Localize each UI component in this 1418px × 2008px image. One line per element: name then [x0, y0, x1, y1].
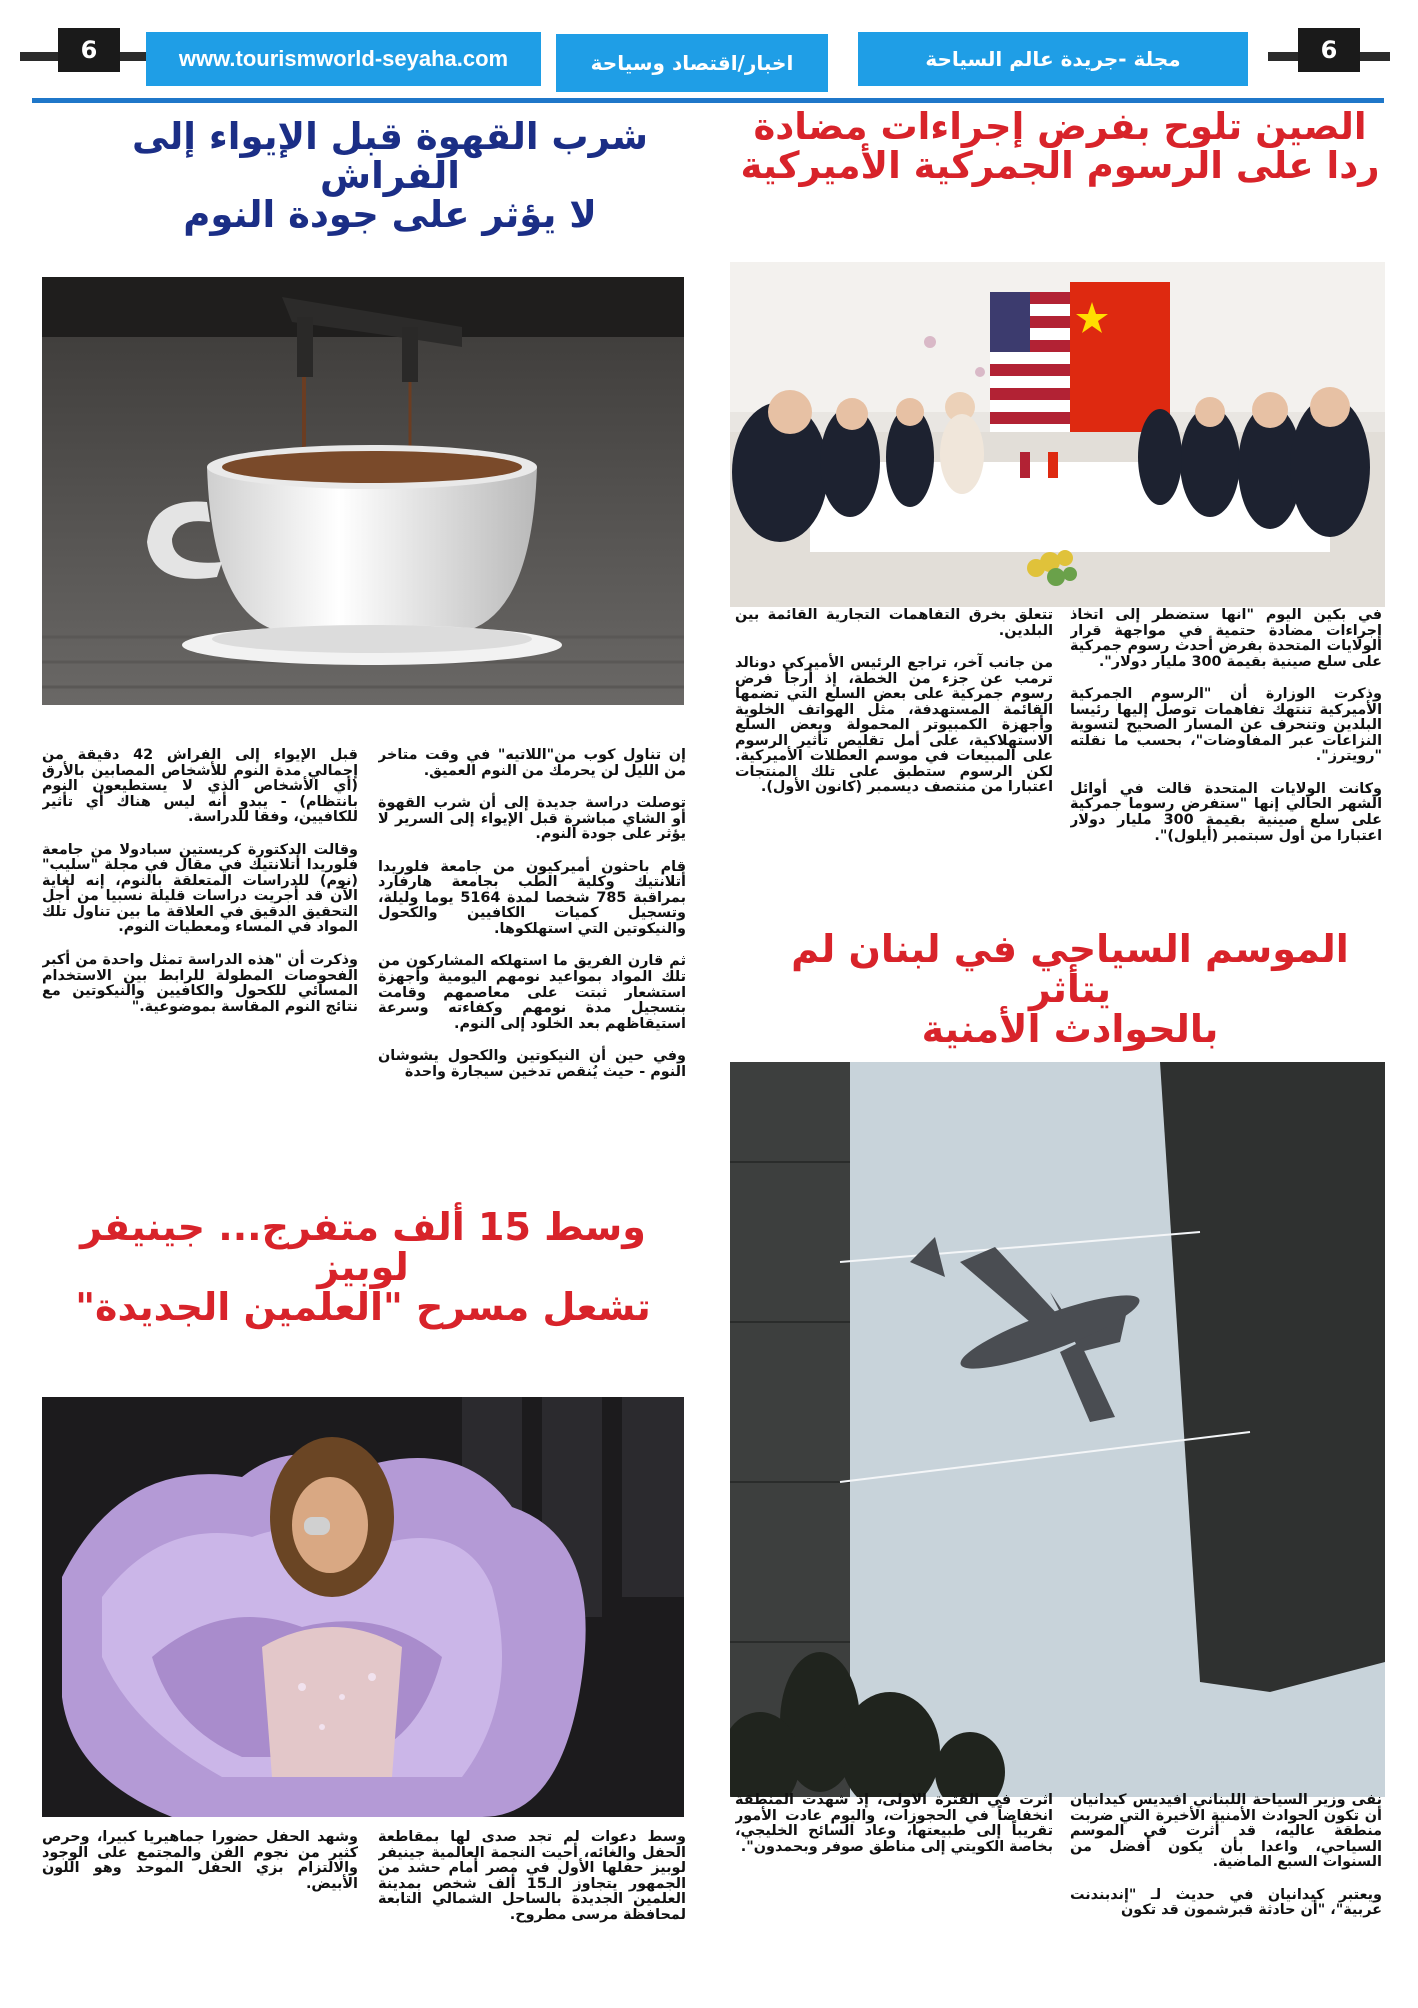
- header-divider: [32, 98, 1384, 103]
- paragraph: أثرت في الفترة الأولى، إذ شهدت المنطقة انخفاضاً في الحجوزات، واليوم عادت الأمور تقريباً إلى طبيعتها، وعاد السائح الخليجي، بخاصة الكويتي إلى مناطق صوفر وبحمدون".: [735, 1793, 1053, 1855]
- jlo-headline-line1: وسط 15 ألف متفرج... جينيفر لوبيز: [80, 1205, 646, 1289]
- coffee-headline-line2: لا يؤثر على جودة النوم: [183, 192, 597, 236]
- lebanon-headline-line2: بالحوادث الأمنية: [921, 1006, 1219, 1051]
- paragraph: في بكين اليوم "أنها ستضطر إلى اتخاذ إجراءات مضادة حتمية في مواجهة قرار الولايات المتحدة بفرض أحدث رسوم جمركية على سلع صينية بقيمة 300 مليار دولار".: [1070, 608, 1382, 670]
- page-number-left: 6: [58, 28, 120, 72]
- paragraph: وكانت الولايات المتحدة قالت في أوائل الشهر الحالي إنها "ستفرض رسوما جمركية على سلع صينية بقيمة 300 مليار دولار اعتبارا من أول سبتمبر (أيلول)".: [1070, 780, 1382, 844]
- jlo-headline: [42, 1205, 684, 1329]
- coffee-left-column: [42, 748, 358, 1168]
- coffee-headline: [80, 115, 700, 236]
- jennifer-lopez-concert-photo: [42, 1397, 684, 1817]
- section-label: اخبار/اقتصاد وسياحة: [556, 34, 828, 92]
- china-headline-line1: الصين تلوح بفرض إجراءات مضادة: [753, 105, 1367, 148]
- coffee-cup-photo: [42, 277, 684, 705]
- jlo-right-column: [378, 1830, 686, 2000]
- plane-between-buildings-photo: [730, 1062, 1385, 1797]
- lebanon-left-column: [735, 1793, 1053, 1913]
- publication-name: مجلة -جريدة عالم السياحة: [858, 32, 1248, 86]
- china-left-column: [735, 608, 1053, 888]
- jlo-headline-line2: تشعل مسرح "العلمين الجديدة": [75, 1284, 651, 1329]
- paragraph: ويعتبر كيدانيان في حديث لـ "إندبندنت عربية"، "أن حادثة قبرشمون قد تكون: [1070, 1886, 1382, 1919]
- china-right-column: [1070, 608, 1382, 922]
- paragraph: من جانب آخر، تراجع الرئيس الأميركي دونالد ترمب عن جزء من الخطة، إذ أرجأ فرض رسوم جمركية على بعض السلع التي تضمها القائمة المستهدفة، مثل الهواتف الخلوية وأجهزة الكمبيوتر المحمولة وبعض السلع الاستهلاكية، على أمل تقليص تأثير الرسوم على المبيعات في موسم العطلات الأميركية. لكن الرسوم ستطبق على تلك المنتجات اعتبارا من منتصف ديسمبر (كانون الأول).: [735, 655, 1053, 796]
- paragraph: تتعلق بخرق التفاهمات التجارية القائمة بين البلدين.: [735, 608, 1053, 639]
- china-headline-line2: ردا على الرسوم الجمركية الأميركية: [740, 143, 1380, 187]
- paragraph: وشهد الحفل حضورا جماهيريا كبيرا، وحرص كثير من نجوم الفن والمجتمع على الوجود والالتزام بزي الحفل الموحد وهو اللون الأبيض.: [42, 1830, 358, 1892]
- lebanon-headline: [780, 927, 1360, 1051]
- paragraph: ثم قارن الفريق ما استهلكه المشاركون من تلك المواد بمواعيد نومهم اليومية وأجهزة استشعار ثبتت على معاصمهم وقامت بتسجيل مدة نومهم وكفاءته وسرعة استيقاظهم بعد الخلود إلى النوم.: [378, 953, 686, 1032]
- coffee-headline-line1: شرب القهوة قبل الإيواء إلى الفراش: [131, 115, 649, 197]
- paragraph: وذكرت أن "هذه الدراسة تمثل واحدة من أكبر الفحوصات المطولة للرابط بين الاستخدام المسائي للكحول والكافيين والنيكوتين مع نتائج النوم المقاسة بموضوعية.": [42, 952, 358, 1015]
- website-url[interactable]: www.tourismworld-seyaha.com: [146, 32, 541, 86]
- paragraph: وسط دعوات لم تجد صدى لها بمقاطعة الحفل والغائه، أحيت النجمة العالمية جينيفر لوبيز حفلها الأول في مصر أمام حشد من الجمهور يتجاوز الـ15 ألف شخص بمدينة العلمين الجديدة بالساحل الشمالي التابعة لمحافظة مرسى مطروح.: [378, 1830, 686, 1923]
- paragraph: توصلت دراسة جديدة إلى أن شرب القهوة أو الشاي مباشرة قبل الإيواء إلى السرير لا يؤثر على جودة النوم.: [378, 795, 686, 843]
- paragraph: قبل الإيواء إلى الفراش 42 دقيقة من إجمالي مدة النوم للأشخاص المصابين بالأرق (أي الأشخاص الذي لا يستطيعون النوم بانتظام) - يبدو أنه ليس هناك أي تأثير للكافيين، وفقا للدراسة.: [42, 748, 358, 826]
- paragraph: وفي حين أن النيكوتين والكحول يشوشان النوم - حيث يُنقص تدخين سيجارة واحدة: [378, 1048, 686, 1080]
- paragraph: إن تناول كوب من"اللاتيه" في وقت متأخر من الليل لن يحرمك من النوم العميق.: [378, 748, 686, 779]
- china-us-meeting-photo: [730, 262, 1385, 607]
- paragraph: نفى وزير السياحة اللبناني أفيديس كيدانيان أن تكون الحوادث الأمنية الأخيرة التي ضربت منطقة عاليه، قد أثرت في الموسم السياحي، واعدا بأن يكون أفضل من السنوات السبع الماضية.: [1070, 1793, 1382, 1871]
- china-headline: [730, 105, 1390, 187]
- lebanon-headline-line1: الموسم السياحي في لبنان لم يتأثر: [791, 927, 1349, 1011]
- lebanon-right-column: [1070, 1793, 1382, 2008]
- jlo-left-column: [42, 1830, 358, 1950]
- coffee-right-column: [378, 748, 686, 1178]
- paragraph: وقالت الدكتورة كريستين سبادولا من جامعة فلوريدا أتلانتيك في مقال في مجلة "سليب" (نوم) للدراسات المتعلقة بالنوم، إنه لغاية الآن قد أجريت دراسات قليلة نسبيا من أجل التحقيق الدقيق في العلاقة ما بين تناول تلك المواد في المساء ومعطيات النوم.: [42, 841, 358, 936]
- paragraph: قام باحثون أميركيون من جامعة فلوريدا أتلانتيك وكلية الطب بجامعة هارفارد بمراقبة 785 شخصا لمدة 5164 يوما وليلة، وتسجيل كميات الكافيين والكحول والنيكوتين التي استهلكوها.: [378, 858, 686, 937]
- page-number-right: 6: [1298, 28, 1360, 72]
- paragraph: وذكرت الوزارة أن "الرسوم الجمركية الأميركية تنتهك تفاهمات توصل إليها رئيسا البلدين وتنحرف عن المسار الصحيح لتسوية النزاعات عبر المفاوضات"، بحسب ما نقلته "رويترز".: [1070, 686, 1382, 765]
